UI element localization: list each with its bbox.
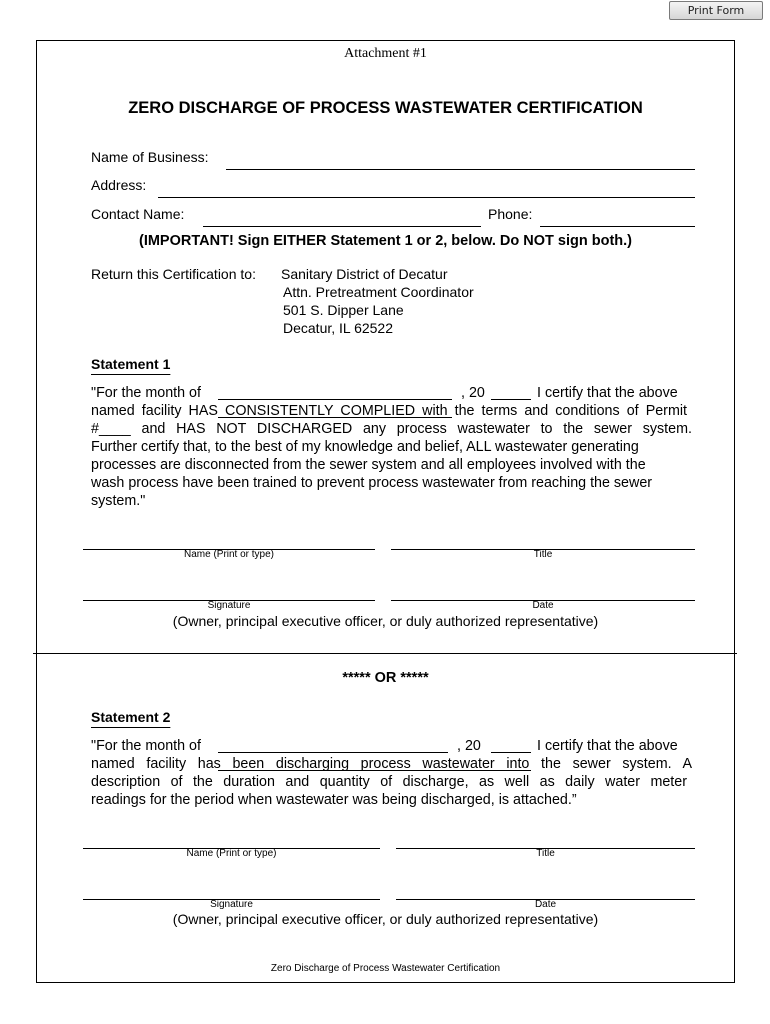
statement-1-year-field[interactable] — [491, 399, 531, 400]
business-name-label: Name of Business: — [91, 149, 209, 165]
statement-2-line-4: readings for the period when wastewater was being discharged, is attached.” — [91, 792, 577, 808]
statement-1-line-3: #____ and HAS NOT DISCHARGED any process wastewater to the sewer system. — [91, 421, 692, 437]
s1-signature-label: Signature — [207, 600, 251, 611]
statement-2-line1-end: I certify that the above — [537, 738, 678, 754]
statement-2-heading: Statement 2 — [91, 709, 171, 725]
lower-section-frame — [36, 653, 735, 983]
statement-2-fillable-underline[interactable] — [218, 770, 531, 771]
return-address-line-3: 501 S. Dipper Lane — [283, 302, 404, 318]
statement-1-month-field[interactable] — [218, 399, 452, 400]
statement-1-line-2: named facility HAS CONSISTENTLY COMPLIED with the terms and conditions of Permit — [91, 403, 687, 419]
return-to-label: Return this Certification to: — [91, 266, 256, 282]
s2-title-label: Title — [536, 848, 555, 859]
phone-field[interactable] — [540, 226, 695, 227]
contact-name-field[interactable] — [203, 226, 481, 227]
return-address-line-2: Attn. Pretreatment Coordinator — [283, 284, 474, 300]
attachment-label: Attachment #1 — [344, 46, 427, 61]
s1-title-label: Title — [533, 549, 553, 560]
statement-2-line-2: named facility has been discharging process wastewater into the sewer system. A — [91, 756, 692, 772]
phone-label: Phone: — [488, 206, 533, 222]
upper-section-frame — [36, 40, 735, 654]
statement-1-heading: Statement 1 — [91, 356, 171, 372]
s2-date-label: Date — [534, 899, 557, 910]
page-footer: Zero Discharge of Process Wastewater Certification — [270, 963, 501, 974]
address-field[interactable] — [158, 197, 695, 198]
contact-name-label: Contact Name: — [91, 206, 185, 222]
statement-2-year-prefix: , 20 — [457, 738, 481, 754]
statement-1-line-6: wash process have been trained to prevent process wastewater from reaching the sewer — [91, 475, 653, 491]
s2-signature-label: Signature — [210, 899, 253, 910]
business-name-field[interactable] — [226, 169, 695, 170]
print-form-button[interactable]: Print Form — [669, 1, 763, 20]
statement-2-month-field[interactable] — [218, 752, 448, 753]
address-label: Address: — [91, 177, 147, 193]
statement-1-line-5: processes are disconnected from the sewer system and all employees involved with the — [91, 457, 646, 473]
statement-1-line-7: system." — [91, 493, 146, 509]
or-separator: ***** OR ***** — [342, 670, 429, 686]
s2-owner-note: (Owner, principal executive officer, or duly authorized representative) — [172, 911, 599, 927]
statement-1-year-prefix: , 20 — [461, 385, 485, 401]
statement-1-line-4: Further certify that, to the best of my knowledge and belief, ALL wastewater generating — [91, 439, 639, 455]
s1-owner-note: (Owner, principal executive officer, or duly authorized representative) — [172, 613, 599, 629]
statement-1-fillable-underline[interactable] — [218, 417, 452, 418]
page-title: ZERO DISCHARGE OF PROCESS WASTEWATER CERTIFICATION — [128, 99, 643, 117]
s2-name-label: Name (Print or type) — [186, 848, 277, 859]
statement-2-month-prefix: "For the month of — [91, 738, 201, 754]
return-address-line-1: Sanitary District of Decatur — [281, 266, 448, 282]
statement-1-line1-end: I certify that the above — [537, 385, 678, 401]
important-notice: (IMPORTANT! Sign EITHER Statement 1 or 2, below. Do NOT sign both.) — [139, 233, 632, 249]
return-address-line-4: Decatur, IL 62522 — [283, 320, 394, 336]
statement-2-line-3: description of the duration and quantity of discharge, as well as daily water meter — [91, 774, 687, 790]
statement-1-month-prefix: "For the month of — [91, 385, 201, 401]
s1-name-label: Name (Print or type) — [183, 549, 275, 560]
statement-2-year-field[interactable] — [491, 752, 531, 753]
s1-date-label: Date — [532, 600, 554, 611]
